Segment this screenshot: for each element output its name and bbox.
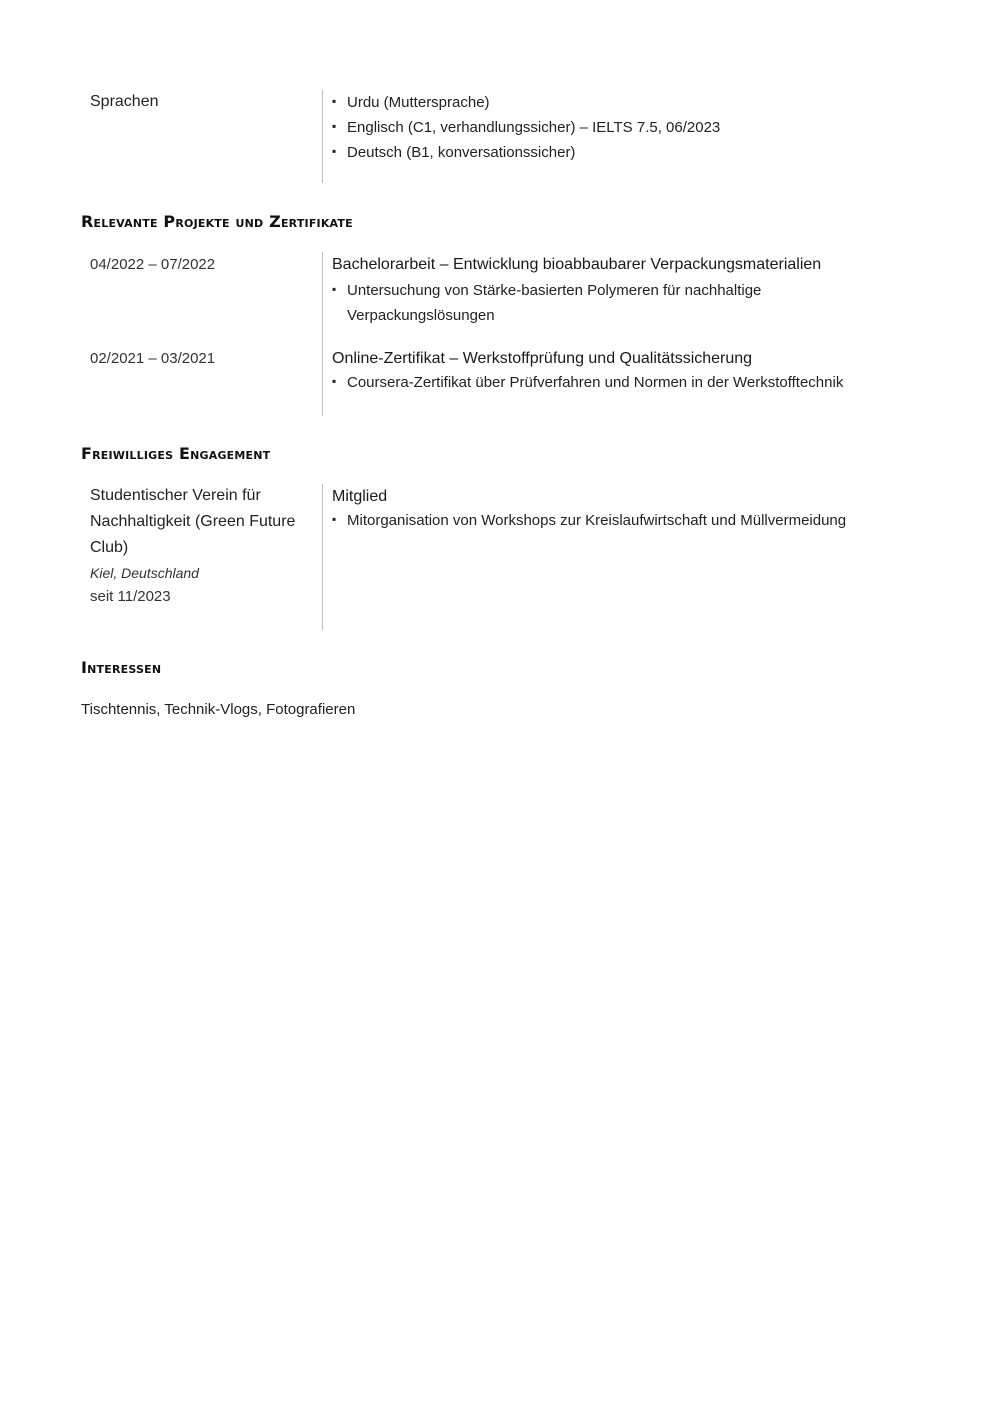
interests-heading: Interessen	[81, 658, 162, 677]
project-title-2: Online-Zertifikat – Werkstoffprüfung und Qualitätssicherung	[332, 350, 753, 367]
interests-text: Tischtennis, Technik-Vlogs, Fotografieren	[81, 701, 356, 718]
project-entry-2	[332, 348, 921, 395]
project-bullets-2	[332, 370, 921, 395]
volunteering-role: Mitglied	[332, 488, 388, 505]
projects-heading: Relevante Projekte und Zertifikate	[81, 212, 353, 231]
project-date-1: 04/2022 – 07/2022	[90, 256, 216, 273]
volunteering-org-col	[81, 484, 322, 630]
list-item: ▪ Deutsch (B1, konversationssicher)	[332, 140, 921, 165]
bullet-icon: ▪	[332, 512, 337, 526]
bullet-icon: ▪	[332, 374, 337, 388]
project-title-1: Bachelorarbeit – Entwicklung bioabbaubarer Verpackungsmaterialien	[332, 256, 822, 273]
bullet-icon: ▪	[332, 94, 337, 108]
volunteering-row	[81, 484, 921, 630]
bullet-icon: ▪	[332, 144, 337, 158]
list-item: ▪ Coursera-Zertifikat über Prüfverfahren und Normen in der Werkstofftechnik	[332, 370, 921, 395]
project-date-2: 02/2021 – 03/2021	[90, 350, 216, 367]
list-item: ▪ Urdu (Muttersprache)	[332, 90, 921, 115]
projects-row	[81, 252, 921, 416]
languages-label-col	[81, 90, 322, 183]
volunteering-bullets	[332, 508, 921, 533]
project-entry-1	[332, 254, 921, 328]
volunteering-since: seit 11/2023	[90, 588, 171, 605]
projects-dates-col	[81, 252, 322, 416]
bullet-icon: ▪	[332, 282, 337, 296]
projects-details-col	[322, 252, 921, 416]
bullet-icon: ▪	[332, 119, 337, 133]
volunteering-place: Kiel, Deutschland	[90, 565, 199, 581]
languages-list	[332, 90, 921, 165]
project-bullets-1	[332, 278, 802, 328]
volunteering-details-col	[322, 484, 921, 630]
languages-row	[81, 90, 921, 183]
volunteering-heading: Freiwilliges Engagement	[81, 444, 271, 463]
languages-list-col	[322, 90, 921, 183]
list-item: ▪ Untersuchung von Stärke-basierten Polymeren für nachhaltige Verpackungslösungen	[332, 278, 802, 328]
list-item: ▪ Englisch (C1, verhandlungssicher) – IELTS 7.5, 06/2023	[332, 115, 921, 140]
volunteering-org: Studentischer Verein für Nachhaltigkeit (Green Future Club)	[90, 487, 296, 556]
list-item: ▪ Mitorganisation von Workshops zur Kreislaufwirtschaft und Müllvermeidung	[332, 508, 921, 533]
languages-label: Sprachen	[90, 93, 159, 110]
